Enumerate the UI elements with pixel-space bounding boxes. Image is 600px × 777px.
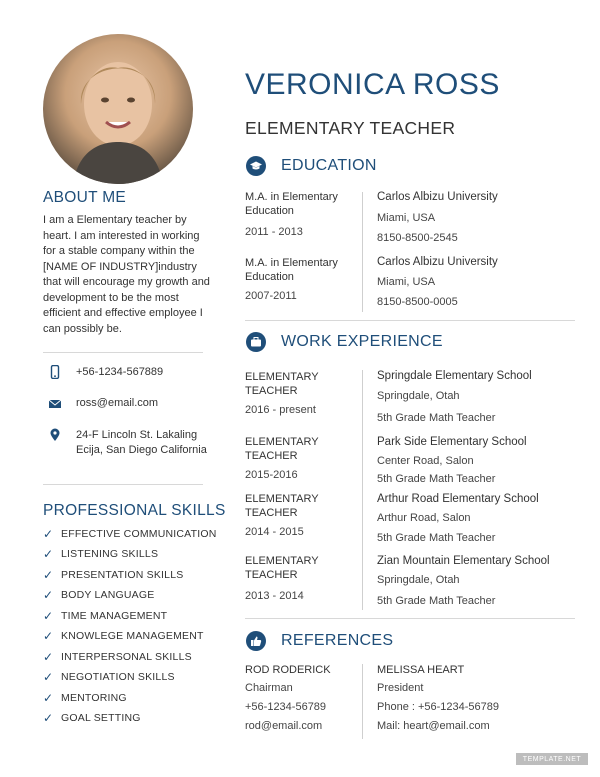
work-position: 5th Grade Math Teacher bbox=[377, 473, 496, 485]
template-watermark: TEMPLATE.NET bbox=[516, 753, 588, 765]
check-icon: ✓ bbox=[43, 711, 54, 725]
check-icon: ✓ bbox=[43, 527, 54, 541]
work-years: 2016 - present bbox=[245, 404, 316, 416]
work-school: Park Side Elementary School bbox=[377, 436, 527, 448]
about-title: ABOUT ME bbox=[43, 189, 127, 206]
reference-title: Chairman bbox=[245, 682, 293, 694]
check-icon: ✓ bbox=[43, 588, 54, 602]
education-phone: 8150-8500-2545 bbox=[377, 232, 458, 244]
skill-item: ✓ INTERPERSONAL SKILLS bbox=[43, 650, 192, 664]
person-role: ELEMENTARY TEACHER bbox=[245, 118, 456, 138]
check-icon: ✓ bbox=[43, 650, 54, 664]
education-school: Carlos Albizu University bbox=[377, 256, 498, 268]
reference-email: rod@email.com bbox=[245, 720, 323, 732]
education-degree: M.A. in Elementary Education bbox=[245, 257, 338, 283]
contact-phone: +56-1234-567889 bbox=[76, 366, 164, 378]
education-degree: M.A. in Elementary Education bbox=[245, 191, 338, 217]
work-role: ELEMENTARY TEACHER bbox=[245, 436, 319, 462]
phone-icon bbox=[48, 365, 62, 379]
reference-email: Mail: heart@email.com bbox=[377, 720, 490, 732]
work-position: 5th Grade Math Teacher bbox=[377, 412, 496, 424]
work-school: Arthur Road Elementary School bbox=[377, 493, 539, 505]
work-role: ELEMENTARY TEACHER bbox=[245, 555, 319, 581]
reference-name: ROD RODERICK bbox=[245, 664, 331, 676]
skills-title: PROFESSIONAL SKILLS bbox=[43, 502, 226, 519]
skill-item: ✓ LISTENING SKILLS bbox=[43, 547, 159, 561]
education-years: 2011 - 2013 bbox=[245, 226, 303, 238]
divider bbox=[43, 352, 203, 353]
divider bbox=[43, 484, 203, 485]
check-icon: ✓ bbox=[43, 629, 54, 643]
reference-title: President bbox=[377, 682, 424, 694]
work-years: 2013 - 2014 bbox=[245, 590, 304, 602]
education-phone: 8150-8500-0005 bbox=[377, 296, 458, 308]
check-icon: ✓ bbox=[43, 568, 54, 582]
person-name: VERONICA ROSS bbox=[245, 68, 500, 101]
work-location: Springdale, Otah bbox=[377, 574, 460, 586]
email-icon bbox=[48, 397, 62, 411]
skill-item: ✓ TIME MANAGEMENT bbox=[43, 609, 168, 623]
graduation-cap-icon bbox=[246, 156, 266, 176]
work-school: Zian Mountain Elementary School bbox=[377, 555, 550, 567]
skill-item: ✓ EFFECTIVE COMMUNICATION bbox=[43, 527, 217, 541]
reference-phone: Phone : +56-1234-56789 bbox=[377, 701, 500, 713]
divider bbox=[245, 618, 575, 619]
divider bbox=[245, 320, 575, 321]
education-location: Miami, USA bbox=[377, 212, 436, 224]
divider bbox=[362, 664, 363, 739]
divider bbox=[362, 370, 363, 610]
briefcase-icon bbox=[246, 332, 266, 352]
work-years: 2015-2016 bbox=[245, 469, 298, 481]
contact-email: ross@email.com bbox=[76, 397, 159, 409]
check-icon: ✓ bbox=[43, 609, 54, 623]
work-role: ELEMENTARY TEACHER bbox=[245, 493, 319, 519]
profile-photo bbox=[43, 34, 193, 184]
skill-item: ✓ MENTORING bbox=[43, 691, 127, 705]
work-location: Arthur Road, Salon bbox=[377, 512, 471, 524]
education-school: Carlos Albizu University bbox=[377, 191, 498, 203]
education-location: Miami, USA bbox=[377, 276, 436, 288]
check-icon: ✓ bbox=[43, 547, 54, 561]
education-years: 2007-2011 bbox=[245, 290, 297, 302]
work-position: 5th Grade Math Teacher bbox=[377, 532, 496, 544]
about-text: I am a Elementary teacher by heart. I am interested in working for a stable company within the [NAME OF INDUSTRY]industry that will encourage my growth and development to be the most efficient and effective employee I can possibly be. bbox=[43, 214, 210, 335]
work-role: ELEMENTARY TEACHER bbox=[245, 371, 319, 397]
skill-item: ✓ GOAL SETTING bbox=[43, 711, 141, 725]
divider bbox=[362, 192, 363, 312]
skill-item: ✓ KNOWLEGE MANAGEMENT bbox=[43, 629, 204, 643]
education-title: EDUCATION bbox=[281, 157, 377, 174]
reference-name: MELISSA HEART bbox=[377, 664, 465, 676]
work-location: Springdale, Otah bbox=[377, 390, 460, 402]
references-title: REFERENCES bbox=[281, 632, 394, 649]
location-pin-icon bbox=[48, 428, 62, 442]
skill-item: ✓ BODY LANGUAGE bbox=[43, 588, 155, 602]
check-icon: ✓ bbox=[43, 691, 54, 705]
skill-item: ✓ NEGOTIATION SKILLS bbox=[43, 670, 175, 684]
skill-item: ✓ PRESENTATION SKILLS bbox=[43, 568, 184, 582]
reference-phone: +56-1234-56789 bbox=[245, 701, 327, 713]
thumbs-up-icon bbox=[246, 631, 266, 651]
work-location: Center Road, Salon bbox=[377, 455, 474, 467]
check-icon: ✓ bbox=[43, 670, 54, 684]
work-school: Springdale Elementary School bbox=[377, 370, 532, 382]
work-years: 2014 - 2015 bbox=[245, 526, 304, 538]
work-position: 5th Grade Math Teacher bbox=[377, 595, 496, 607]
work-title: WORK EXPERIENCE bbox=[281, 333, 443, 350]
contact-address: 24-F Lincoln St. Lakaling Ecija, San Diego California bbox=[76, 429, 207, 456]
